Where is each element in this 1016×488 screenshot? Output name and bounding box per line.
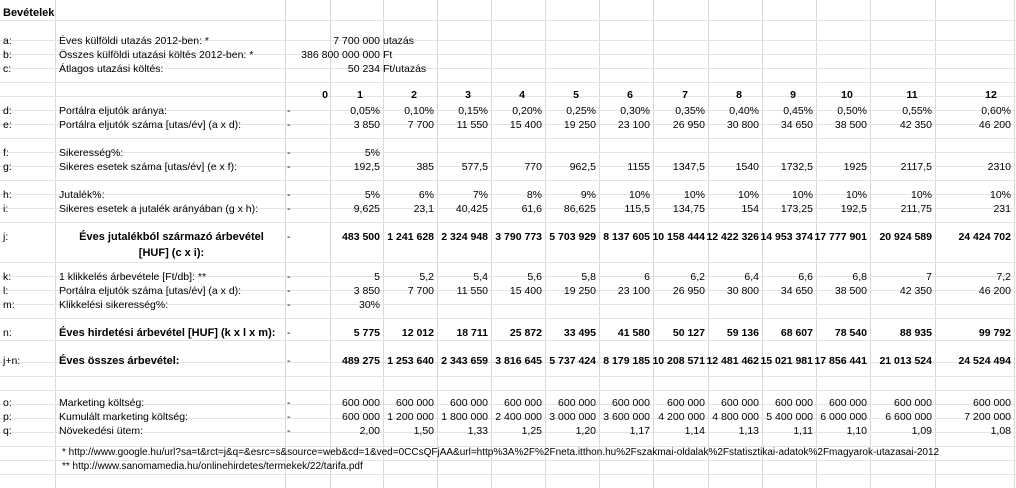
table-cell[interactable]: 1,13 — [738, 425, 759, 437]
row-label[interactable]: Portálra eljutók száma [utas/év] (a x d): — [59, 285, 242, 297]
table-cell[interactable]: 18 711 — [456, 327, 488, 339]
table-cell[interactable]: 600 000 — [667, 397, 705, 409]
sheet-title[interactable]: Bevételek — [3, 7, 55, 19]
table-cell[interactable]: 23 100 — [617, 285, 650, 297]
table-cell[interactable]: 0,45% — [783, 105, 813, 117]
gridline-horizontal — [0, 180, 1016, 181]
gridline-horizontal — [0, 138, 1016, 139]
row-label[interactable]: Növekedési ütem: — [59, 425, 144, 437]
table-cell[interactable]: 385 — [416, 161, 434, 173]
table-cell[interactable]: 5 — [374, 271, 380, 283]
gridline-horizontal — [0, 82, 1016, 83]
table-cell[interactable]: 600 000 — [973, 397, 1011, 409]
year-header[interactable]: 12 — [985, 89, 997, 101]
table-cell[interactable]: 40,425 — [455, 203, 488, 215]
table-cell[interactable]: 17 777 901 — [814, 231, 867, 243]
table-cell[interactable]: 1 200 000 — [387, 411, 434, 423]
table-cell[interactable]: 231 — [993, 203, 1011, 215]
table-cell[interactable]: 46 200 — [978, 119, 1011, 131]
table-cell[interactable]: 15 400 — [509, 285, 542, 297]
row-label[interactable]: [HUF] (c x i): — [138, 247, 205, 259]
table-cell[interactable]: 1347,5 — [672, 161, 705, 173]
param-label[interactable]: Átlagos utazási költés: — [59, 63, 164, 75]
table-cell[interactable]: 42 350 — [899, 285, 932, 297]
table-cell[interactable]: 1,11 — [793, 425, 813, 437]
table-cell[interactable]: 1540 — [735, 161, 759, 173]
row-dash[interactable]: - — [287, 189, 291, 201]
table-cell[interactable]: 4 800 000 — [712, 411, 759, 423]
gridline-vertical — [935, 0, 936, 488]
row-label[interactable]: Sikeres esetek a jutalék arányában (g x h): — [59, 203, 259, 215]
table-cell[interactable]: 8 137 605 — [603, 231, 650, 243]
table-cell[interactable]: 1,09 — [911, 425, 932, 437]
table-cell[interactable]: 770 — [524, 161, 542, 173]
table-cell[interactable]: 489 275 — [342, 355, 380, 367]
row-dash[interactable]: - — [287, 299, 291, 311]
param-value[interactable]: 7 700 000 — [333, 35, 380, 47]
table-cell[interactable]: 30 800 — [726, 285, 759, 297]
row-dash[interactable]: - — [287, 355, 291, 367]
table-cell[interactable]: 5% — [364, 189, 380, 201]
table-cell[interactable]: 1,17 — [629, 425, 650, 437]
table-cell[interactable]: 23 100 — [617, 119, 650, 131]
table-cell[interactable]: 2 343 659 — [441, 355, 488, 367]
table-cell[interactable]: 7 — [926, 271, 932, 283]
table-cell[interactable]: 8 179 185 — [603, 355, 650, 367]
table-cell[interactable]: 33 495 — [563, 327, 596, 339]
table-cell[interactable]: 0,20% — [512, 105, 542, 117]
gridline-horizontal — [0, 474, 1016, 475]
year-header[interactable]: 1 — [357, 89, 363, 101]
table-cell[interactable]: 7% — [472, 189, 488, 201]
table-cell[interactable]: 3 850 — [353, 119, 380, 131]
table-cell[interactable]: 61,6 — [521, 203, 542, 215]
table-cell[interactable]: 38 500 — [834, 285, 867, 297]
table-cell[interactable]: 50 127 — [672, 327, 705, 339]
table-cell[interactable]: 192,5 — [840, 203, 867, 215]
param-unit[interactable]: utazás — [383, 35, 414, 47]
table-cell[interactable]: 68 607 — [780, 327, 813, 339]
table-cell[interactable]: 19 250 — [563, 285, 596, 297]
table-cell[interactable]: 99 792 — [978, 327, 1011, 339]
table-cell[interactable]: 211,75 — [900, 203, 932, 215]
table-cell[interactable]: 173,25 — [780, 203, 813, 215]
row-label[interactable]: Sikeresség%: — [59, 147, 124, 159]
row-dash[interactable]: - — [287, 327, 291, 339]
param-value[interactable]: 50 234 — [347, 63, 380, 75]
table-cell[interactable]: 6,4 — [744, 271, 759, 283]
table-cell[interactable]: 1732,5 — [780, 161, 813, 173]
table-cell[interactable]: 11 550 — [456, 285, 488, 297]
row-label[interactable]: Éves jutalékból származó árbevétel — [79, 231, 264, 243]
table-cell[interactable]: 3 000 000 — [549, 411, 596, 423]
gridline-vertical — [1014, 0, 1015, 488]
year-header[interactable]: 6 — [627, 89, 633, 101]
table-cell[interactable]: 86,625 — [563, 203, 596, 215]
table-cell[interactable]: 5 775 — [353, 327, 380, 339]
gridline-horizontal — [0, 390, 1016, 391]
year-header[interactable]: 0 — [322, 89, 328, 101]
table-cell[interactable]: 5 400 000 — [766, 411, 813, 423]
table-cell[interactable]: 600 000 — [342, 411, 380, 423]
table-cell[interactable]: 577,5 — [461, 161, 488, 173]
table-cell[interactable]: 2117,5 — [900, 161, 932, 173]
row-key[interactable]: j: — [3, 231, 9, 243]
table-cell[interactable]: 134,75 — [672, 203, 705, 215]
year-header[interactable]: 2 — [411, 89, 417, 101]
row-key[interactable]: i: — [3, 203, 9, 215]
table-cell[interactable]: 0,50% — [837, 105, 867, 117]
table-cell[interactable]: 0,35% — [675, 105, 705, 117]
table-cell[interactable]: 2 324 948 — [441, 231, 488, 243]
table-cell[interactable]: 10% — [683, 189, 705, 201]
row-label[interactable]: Portálra eljutók aránya: — [59, 105, 167, 117]
year-header[interactable]: 7 — [682, 89, 688, 101]
table-cell[interactable]: 46 200 — [978, 285, 1011, 297]
table-cell[interactable]: 0,60% — [981, 105, 1011, 117]
table-cell[interactable]: 0,15% — [458, 105, 488, 117]
table-cell[interactable]: 600 000 — [342, 397, 380, 409]
table-cell[interactable]: 0,10% — [404, 105, 434, 117]
table-cell[interactable]: 600 000 — [450, 397, 488, 409]
param-unit[interactable]: Ft/utazás — [383, 63, 427, 75]
table-cell[interactable]: 21 013 524 — [879, 355, 932, 367]
table-cell[interactable]: 6,2 — [690, 271, 705, 283]
table-cell[interactable]: 6,8 — [852, 271, 867, 283]
table-cell[interactable]: 0,05% — [350, 105, 380, 117]
row-dash[interactable]: - — [287, 147, 291, 159]
table-cell[interactable]: 6 000 000 — [820, 411, 867, 423]
gridline-horizontal — [0, 262, 1016, 263]
row-key[interactable]: o: — [3, 397, 12, 409]
table-cell[interactable]: 1,25 — [521, 425, 542, 437]
table-cell[interactable]: 600 000 — [775, 397, 813, 409]
param-unit[interactable]: Ft — [383, 49, 393, 61]
table-cell[interactable]: 23,1 — [413, 203, 434, 215]
gridline-horizontal — [0, 318, 1016, 319]
table-cell[interactable]: 1,50 — [413, 425, 434, 437]
row-key[interactable]: q: — [3, 425, 12, 437]
table-cell[interactable]: 115,5 — [624, 203, 650, 215]
table-cell[interactable]: 6 600 000 — [885, 411, 932, 423]
gridline-vertical — [870, 0, 871, 488]
gridline-horizontal — [0, 376, 1016, 377]
table-cell[interactable]: 6,6 — [798, 271, 813, 283]
row-dash[interactable]: - — [287, 105, 291, 117]
row-key[interactable]: j+n: — [3, 355, 21, 367]
table-cell[interactable]: 1925 — [843, 161, 867, 173]
table-cell[interactable]: 600 000 — [504, 397, 542, 409]
table-cell[interactable]: 3 600 000 — [603, 411, 650, 423]
table-cell[interactable]: 2310 — [987, 161, 1011, 173]
table-cell[interactable]: 5,6 — [527, 271, 542, 283]
table-cell[interactable]: 42 350 — [899, 119, 932, 131]
table-cell[interactable]: 15 400 — [509, 119, 542, 131]
table-cell[interactable]: 26 950 — [672, 119, 705, 131]
table-cell[interactable]: 88 935 — [899, 327, 932, 339]
table-cell[interactable]: 9,625 — [353, 203, 380, 215]
row-label[interactable]: Kumulált marketing költség: — [59, 411, 188, 423]
row-label[interactable]: Jutalék%: — [59, 189, 105, 201]
table-cell[interactable]: 600 000 — [721, 397, 759, 409]
table-cell[interactable]: 600 000 — [612, 397, 650, 409]
table-cell[interactable]: 10 158 444 — [652, 231, 705, 243]
table-cell[interactable]: 30% — [358, 299, 380, 311]
table-cell[interactable]: 4 200 000 — [658, 411, 705, 423]
row-key[interactable]: n: — [3, 327, 12, 339]
table-cell[interactable]: 25 872 — [509, 327, 542, 339]
table-cell[interactable]: 24 524 494 — [958, 355, 1011, 367]
param-key[interactable]: b: — [3, 49, 12, 61]
table-cell[interactable]: 8% — [526, 189, 542, 201]
row-label[interactable]: 1 klikkelés árbevétele [Ft/db]: ** — [59, 271, 207, 283]
table-cell[interactable]: 5 703 929 — [549, 231, 596, 243]
row-key[interactable]: d: — [3, 105, 12, 117]
row-key[interactable]: h: — [3, 189, 12, 201]
table-cell[interactable]: 600 000 — [894, 397, 932, 409]
table-cell[interactable]: 1,10 — [846, 425, 867, 437]
row-dash[interactable]: - — [287, 397, 291, 409]
table-cell[interactable]: 17 856 441 — [814, 355, 867, 367]
row-label[interactable]: Sikeres esetek száma [utas/év] (e x f): — [59, 161, 237, 173]
row-key[interactable]: g: — [3, 161, 12, 173]
year-header[interactable]: 9 — [790, 89, 796, 101]
table-cell[interactable]: 14 953 374 — [760, 231, 813, 243]
table-cell[interactable]: 1 253 640 — [387, 355, 434, 367]
table-cell[interactable]: 154 — [741, 203, 759, 215]
table-cell[interactable]: 7,2 — [996, 271, 1011, 283]
table-cell[interactable]: 0,30% — [620, 105, 650, 117]
table-cell[interactable]: 38 500 — [834, 119, 867, 131]
row-label[interactable]: Marketing költség: — [59, 397, 145, 409]
param-value[interactable]: 386 800 000 000 — [301, 49, 380, 61]
table-cell[interactable]: 30 800 — [726, 119, 759, 131]
param-label[interactable]: Összes külföldi utazási költés 2012-ben: * — [59, 49, 254, 61]
table-cell[interactable]: 10% — [989, 189, 1011, 201]
gridline-horizontal — [0, 340, 1016, 341]
table-cell[interactable]: 20 924 589 — [879, 231, 932, 243]
table-cell[interactable]: 19 250 — [563, 119, 596, 131]
table-cell[interactable]: 1,33 — [467, 425, 488, 437]
table-cell[interactable]: 0,25% — [566, 105, 596, 117]
footnote[interactable]: ** http://www.sanomamedia.hu/onlinehirdetes/termekek/22/tarifa.pdf — [62, 461, 363, 472]
row-key[interactable]: k: — [3, 271, 12, 283]
table-cell[interactable]: 1 800 000 — [441, 411, 488, 423]
row-dash[interactable]: - — [287, 285, 291, 297]
row-key[interactable]: m: — [3, 299, 15, 311]
table-cell[interactable]: 10% — [737, 189, 759, 201]
table-cell[interactable]: 1,08 — [990, 425, 1011, 437]
table-cell[interactable]: 24 424 702 — [958, 231, 1011, 243]
table-cell[interactable]: 3 850 — [353, 285, 380, 297]
table-cell[interactable]: 5 737 424 — [549, 355, 596, 367]
table-cell[interactable]: 600 000 — [396, 397, 434, 409]
row-key[interactable]: p: — [3, 411, 12, 423]
table-cell[interactable]: 78 540 — [834, 327, 867, 339]
table-cell[interactable]: 26 950 — [672, 285, 705, 297]
table-cell[interactable]: 7 700 — [407, 119, 434, 131]
year-header[interactable]: 5 — [573, 89, 579, 101]
gridline-horizontal — [0, 20, 1016, 21]
row-label[interactable]: Portálra eljutók száma [utas/év] (a x d): — [59, 119, 242, 131]
table-cell[interactable]: 41 580 — [617, 327, 650, 339]
table-cell[interactable]: 1,14 — [684, 425, 705, 437]
gridline-vertical — [55, 0, 56, 488]
table-cell[interactable]: 12 012 — [401, 327, 434, 339]
param-key[interactable]: c: — [3, 63, 12, 75]
table-cell[interactable]: 1 241 628 — [387, 231, 434, 243]
table-cell[interactable]: 1,20 — [575, 425, 596, 437]
table-cell[interactable]: 15 021 981 — [760, 355, 813, 367]
table-cell[interactable]: 10% — [791, 189, 813, 201]
table-cell[interactable]: 2,00 — [359, 425, 380, 437]
table-cell[interactable]: 5% — [364, 147, 380, 159]
year-header[interactable]: 4 — [519, 89, 525, 101]
table-cell[interactable]: 12 481 462 — [706, 355, 759, 367]
year-header[interactable]: 11 — [906, 89, 918, 101]
table-cell[interactable]: 5,2 — [419, 271, 434, 283]
table-cell[interactable]: 0,55% — [902, 105, 932, 117]
table-cell[interactable]: 3 790 773 — [495, 231, 542, 243]
row-dash[interactable]: - — [287, 271, 291, 283]
year-header[interactable]: 10 — [841, 89, 853, 101]
table-cell[interactable]: 7 700 — [407, 285, 434, 297]
table-cell[interactable]: 7 200 000 — [964, 411, 1011, 423]
param-key[interactable]: a: — [3, 35, 12, 47]
table-cell[interactable]: 5,8 — [581, 271, 596, 283]
table-cell[interactable]: 5,4 — [473, 271, 488, 283]
table-cell[interactable]: 962,5 — [569, 161, 596, 173]
table-cell[interactable]: 10% — [910, 189, 932, 201]
table-cell[interactable]: 10% — [845, 189, 867, 201]
table-cell[interactable]: 34 650 — [780, 119, 813, 131]
row-dash[interactable]: - — [287, 425, 291, 437]
row-dash[interactable]: - — [287, 203, 291, 215]
table-cell[interactable]: 1155 — [627, 161, 650, 173]
year-header[interactable]: 8 — [736, 89, 742, 101]
table-cell[interactable]: 0,40% — [729, 105, 759, 117]
table-cell[interactable]: 11 550 — [456, 119, 488, 131]
table-cell[interactable]: 600 000 — [558, 397, 596, 409]
table-cell[interactable]: 59 136 — [726, 327, 759, 339]
row-key[interactable]: f: — [3, 147, 9, 159]
year-header[interactable]: 3 — [465, 89, 471, 101]
gridline-horizontal — [0, 222, 1016, 223]
row-label[interactable]: Éves hirdetési árbevétel [HUF] (k x l x m): — [59, 327, 276, 339]
table-cell[interactable]: 192,5 — [353, 161, 380, 173]
table-cell[interactable]: 600 000 — [829, 397, 867, 409]
table-cell[interactable]: 6 — [644, 271, 650, 283]
table-cell[interactable]: 6% — [418, 189, 434, 201]
param-label[interactable]: Éves külföldi utazás 2012-ben: * — [59, 35, 210, 47]
table-cell[interactable]: 10% — [628, 189, 650, 201]
row-dash[interactable]: - — [287, 161, 291, 173]
table-cell[interactable]: 10 208 571 — [652, 355, 705, 367]
table-cell[interactable]: 2 400 000 — [495, 411, 542, 423]
row-label[interactable]: Klikkelési sikeresség%: — [59, 299, 169, 311]
row-label[interactable]: Éves összes árbevétel: — [59, 355, 180, 367]
table-cell[interactable]: 483 500 — [342, 231, 380, 243]
table-cell[interactable]: 12 422 326 — [706, 231, 759, 243]
table-cell[interactable]: 34 650 — [780, 285, 813, 297]
row-dash[interactable]: - — [287, 231, 291, 243]
row-dash[interactable]: - — [287, 119, 291, 131]
footnote[interactable]: * http://www.google.hu/url?sa=t&rct=j&q=&esrc=s&source=web&cd=1&ved=0CCsQFjAA&url=http%3A%2F%2Fneta.itthon.hu%2Fszakmai-oldalak%2Fstatisztikai-adatok%2Fmagyarok-utazasai-2012 — [62, 447, 940, 458]
table-cell[interactable]: 3 816 645 — [495, 355, 542, 367]
table-cell[interactable]: 9% — [580, 189, 596, 201]
row-key[interactable]: l: — [3, 285, 9, 297]
row-key[interactable]: e: — [3, 119, 12, 131]
row-dash[interactable]: - — [287, 411, 291, 423]
